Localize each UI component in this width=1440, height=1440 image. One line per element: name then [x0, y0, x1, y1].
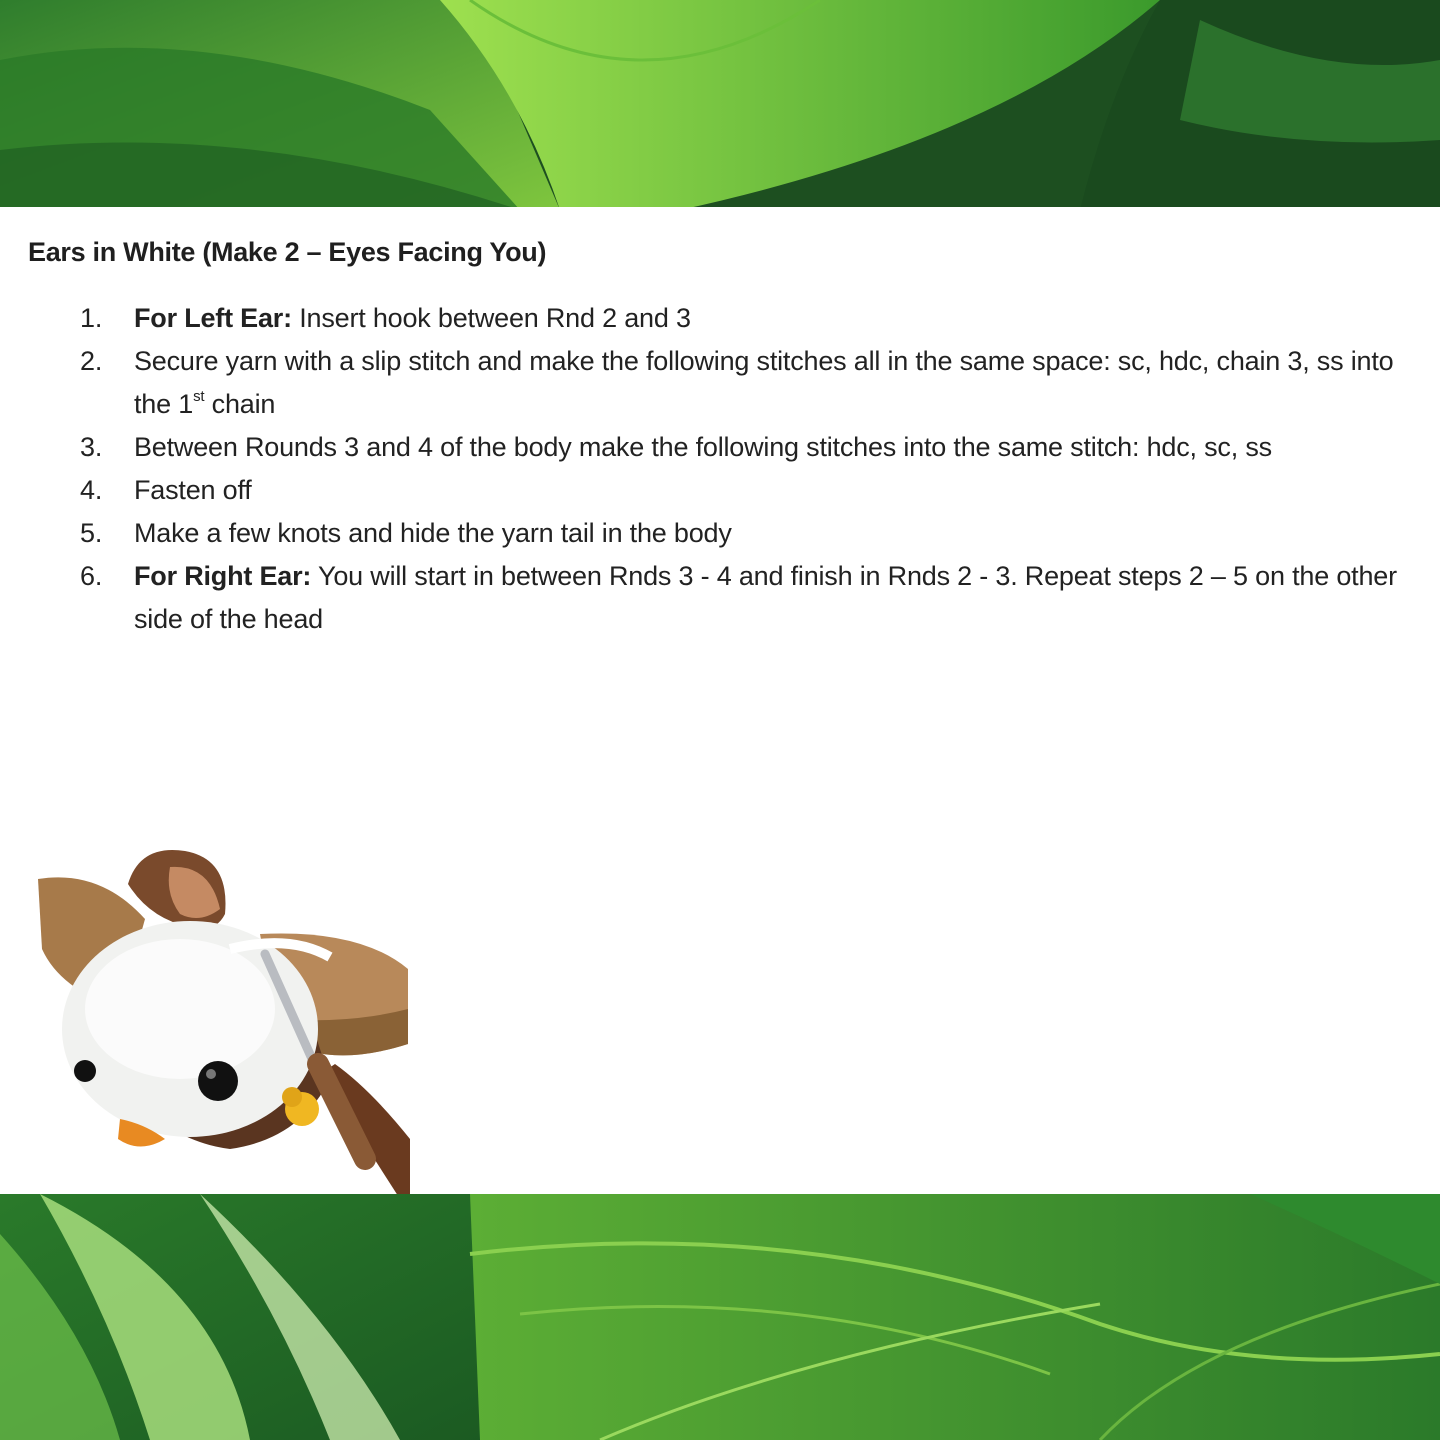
crochet-owl-photo	[30, 839, 410, 1199]
step-item: 5. Make a few knots and hide the yarn tail in the body	[80, 518, 732, 548]
step-item: 2. Secure yarn with a slip stitch and make the following stitches all in the same space: sc, hdc, chain 3, ss into the 1st chain	[80, 346, 1394, 419]
section-heading: Ears in White (Make 2 – Eyes Facing You)	[28, 237, 547, 267]
bottom-leaf-banner	[0, 1194, 1440, 1440]
steps-list	[80, 297, 1400, 641]
step-item: 1. For Left Ear: Insert hook between Rnd 2 and 3	[80, 303, 691, 333]
document-page	[0, 207, 1440, 1197]
step-item: 4. Fasten off	[80, 475, 252, 505]
step-item: 3. Between Rounds 3 and 4 of the body make the following stitches into the same stitch: hdc, sc, ss	[80, 432, 1272, 462]
top-leaf-banner	[0, 0, 1440, 210]
step-item: 6. For Right Ear: You will start in between Rnds 3 - 4 and finish in Rnds 2 - 3. Repeat steps 2 – 5 on the other side of the head	[80, 561, 1397, 634]
